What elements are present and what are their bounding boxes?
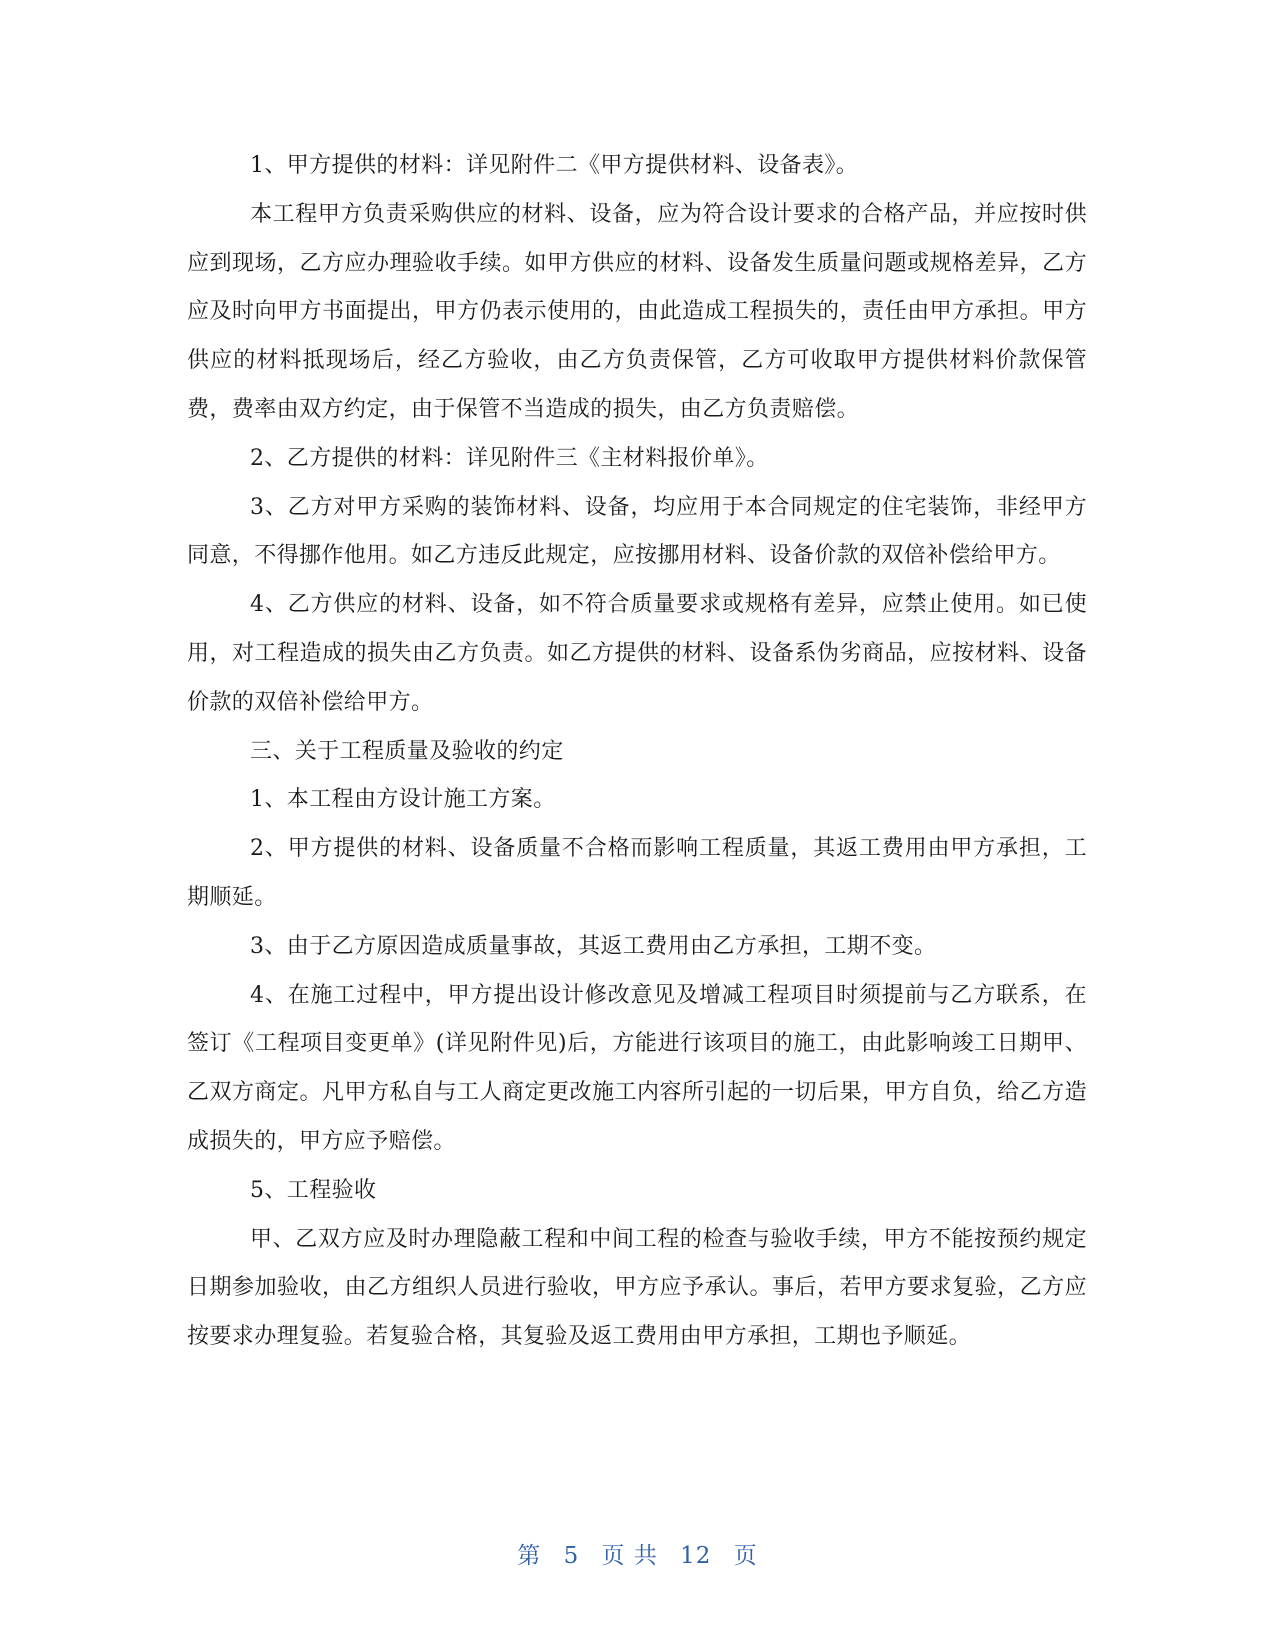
footer-total-pages: 12 <box>680 1543 712 1569</box>
page-number-footer <box>0 1537 1275 1570</box>
paragraph-9: 3、由于乙方原因造成质量事故，其返工费用由乙方承担，工期不变。 <box>250 933 937 959</box>
paragraph-12: 甲、乙双方应及时办理隐蔽工程和中间工程的检查与验收手续，甲方不能按预约规定日期参加验收，由乙方组织人员进行验收，甲方应予承认。事后，若甲方要求复验，乙方应按要求办理复验。若复验合格，其复验及返工费用由甲方承担，工期也予顺延。 <box>187 1226 1087 1350</box>
paragraph-2: 本工程甲方负责采购供应的材料、设备，应为符合设计要求的合格产品，并应按时供应到现场，乙方应办理验收手续。如甲方供应的材料、设备发生质量问题或规格差异，乙方应及时向甲方书面提出，甲方仍表示使用的，由此造成工程损失的，责任由甲方承担。甲方供应的材料抵现场后，经乙方验收，由乙方负责保管，乙方可收取甲方提供材料价款保管费，费率由双方约定，由于保管不当造成的损失，由乙方负责赔偿。 <box>187 201 1087 422</box>
footer-prefix: 第 <box>517 1543 542 1569</box>
paragraph-10: 4、在施工过程中，甲方提出设计修改意见及增减工程项目时须提前与乙方联系，在签订《工程项目变更单》(详见附件见)后，方能进行该项目的施工，由此影响竣工日期甲、乙双方商定。凡甲方私自与工人商定更改施工内容所引起的一切后果，甲方自负，给乙方造成损失的，甲方应予赔偿。 <box>187 982 1087 1154</box>
paragraph-7: 1、本工程由方设计施工方案。 <box>250 787 556 813</box>
footer-suffix: 页 <box>733 1543 758 1569</box>
paragraph-4: 3、乙方对甲方采购的装饰材料、设备，均应用于本合同规定的住宅装饰，非经甲方同意，不得挪作他用。如乙方违反此规定，应按挪用材料、设备价款的双倍补偿给甲方。 <box>187 494 1087 569</box>
section-heading-3: 三、关于工程质量及验收的约定 <box>250 738 564 764</box>
paragraph-3: 2、乙方提供的材料：详见附件三《主材料报价单》。 <box>250 445 769 471</box>
paragraph-5: 4、乙方供应的材料、设备，如不符合质量要求或规格有差异，应禁止使用。如已使用，对工程造成的损失由乙方负责。如乙方提供的材料、设备系伪劣商品，应按材料、设备价款的双倍补偿给甲方。 <box>187 592 1087 715</box>
paragraph-11: 5、工程验收 <box>250 1177 377 1203</box>
document-body <box>187 142 1087 1362</box>
paragraph-8: 2、甲方提供的材料、设备质量不合格而影响工程质量，其返工费用由甲方承担，工期顺延。 <box>187 836 1087 910</box>
footer-middle: 页 共 <box>601 1543 658 1569</box>
footer-current-page: 5 <box>563 1543 580 1569</box>
paragraph-1: 1、甲方提供的材料：详见附件二《甲方提供材料、设备表》。 <box>250 153 859 178</box>
